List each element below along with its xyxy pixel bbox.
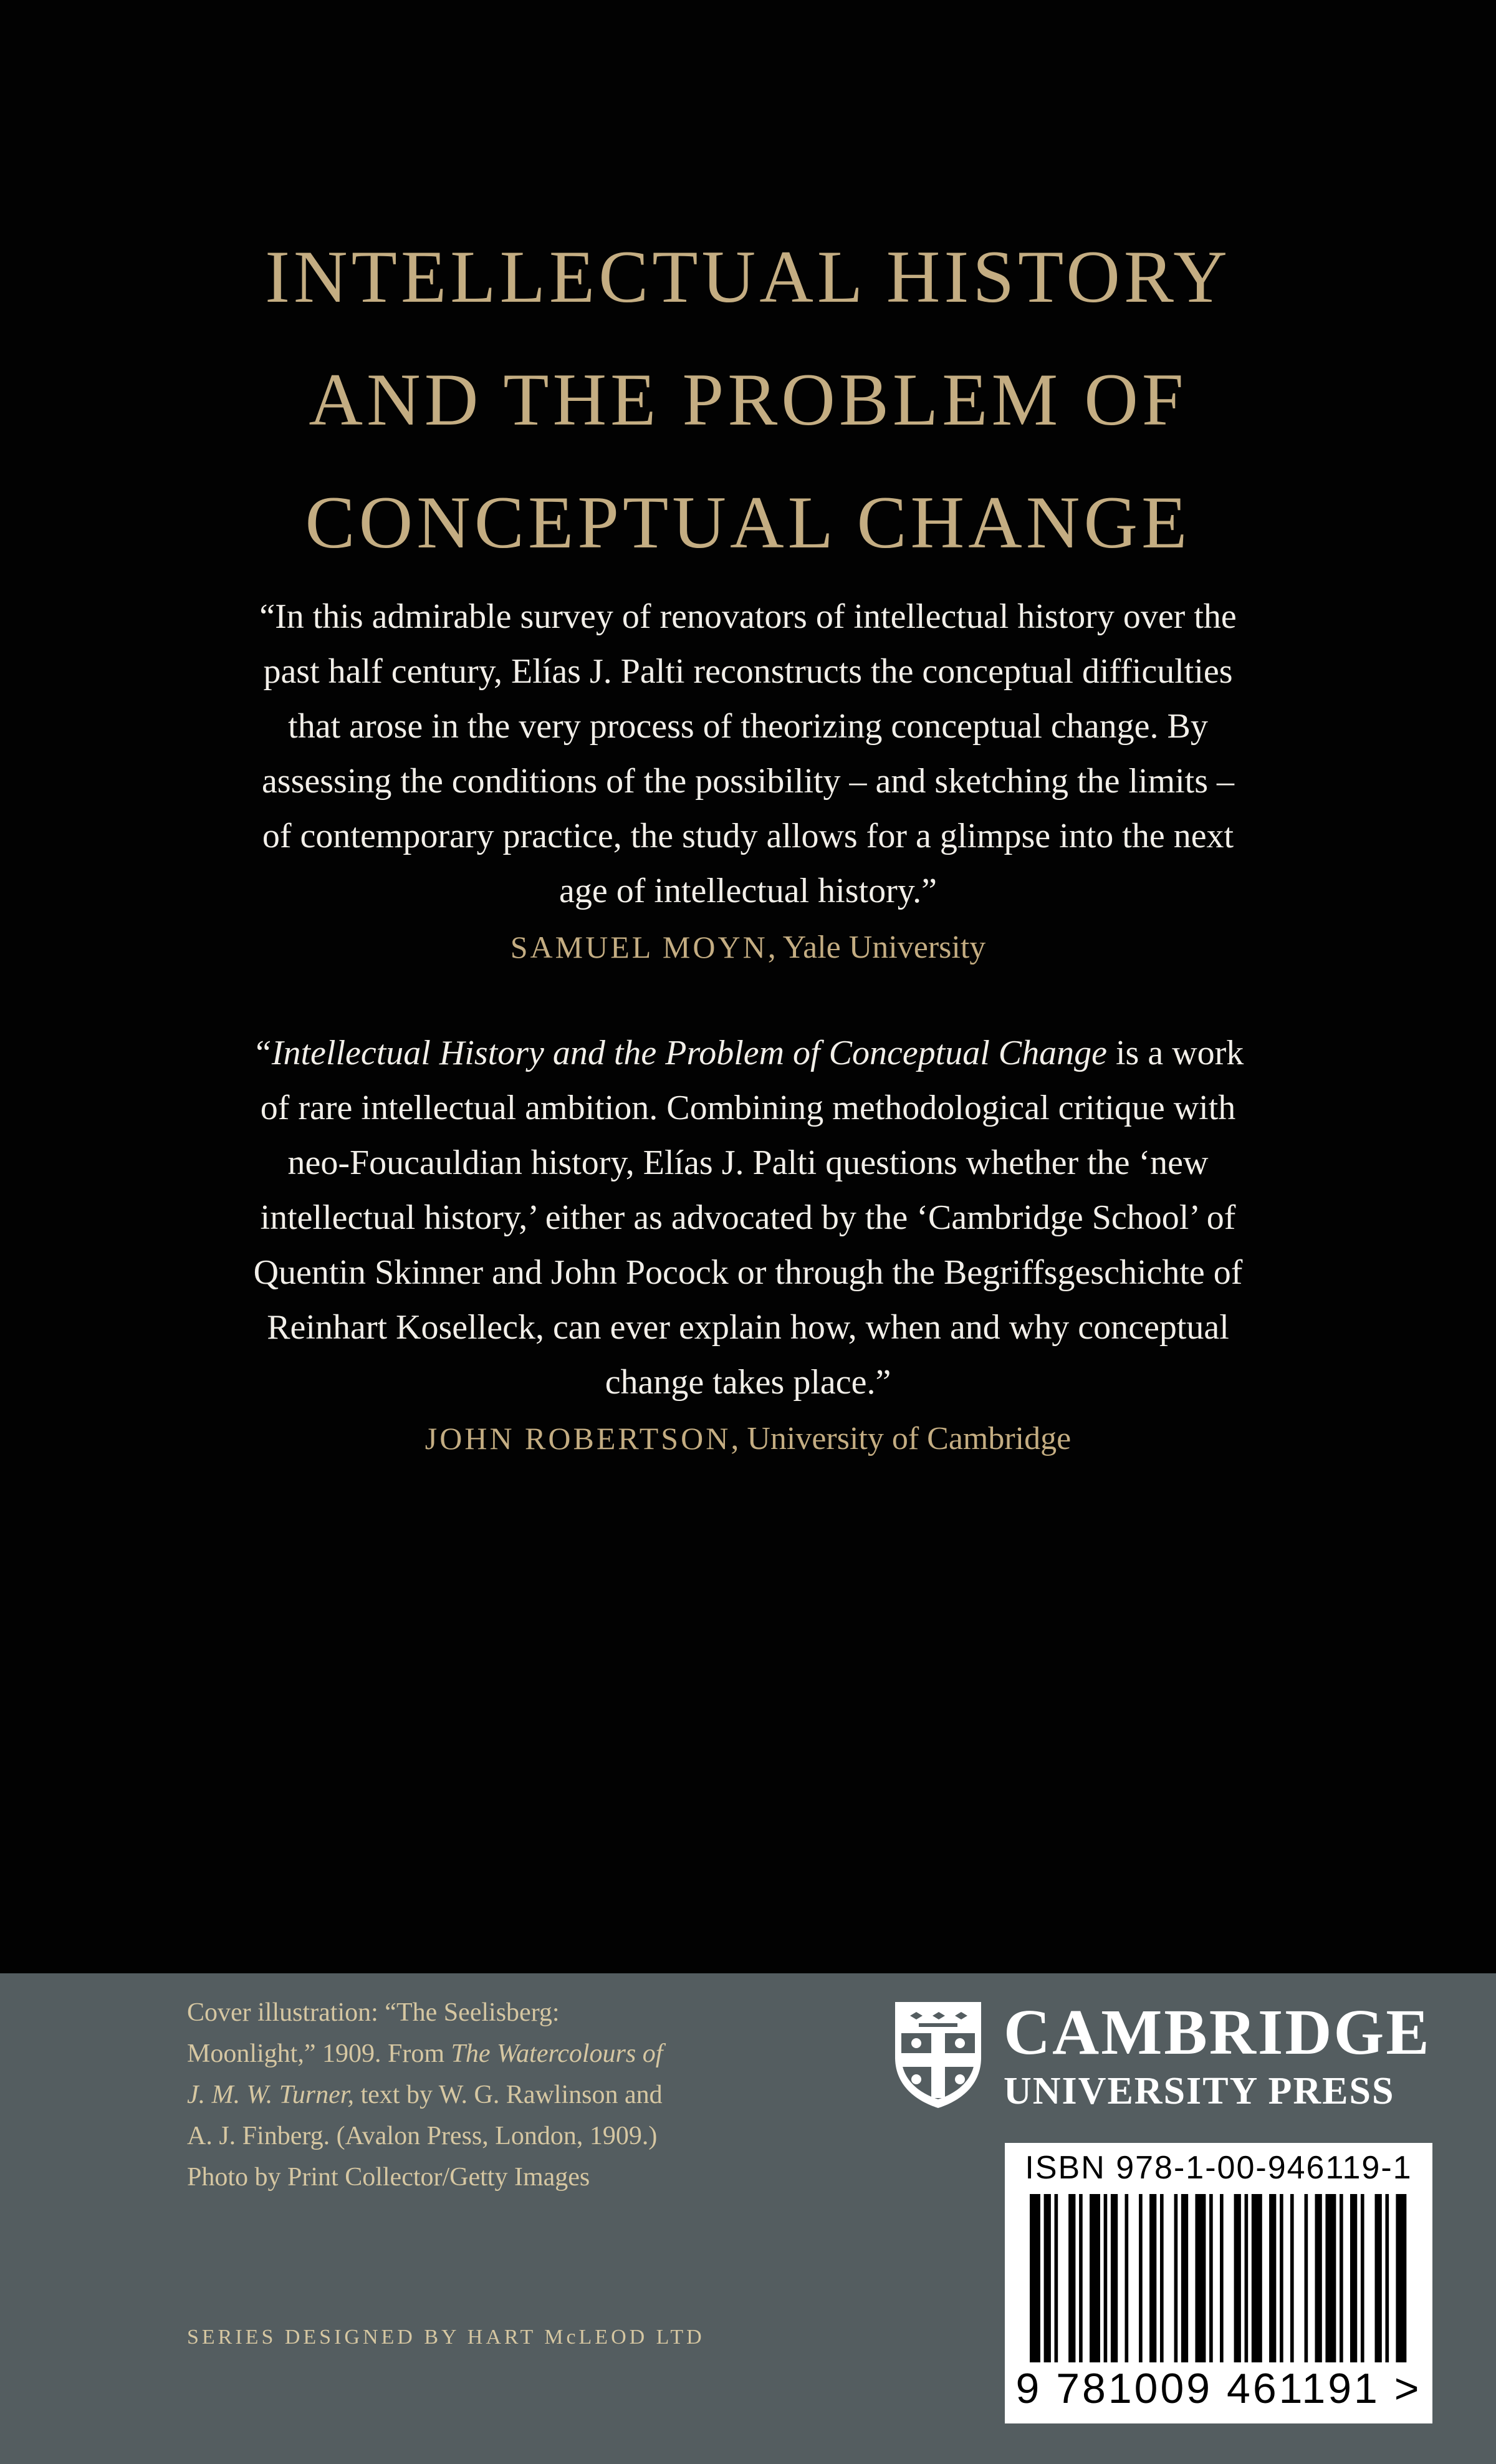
title-line-2: AND THE PROBLEM OF	[309, 358, 1187, 441]
reviewer-name: SAMUEL MOYN	[510, 930, 768, 965]
review-line: of contemporary practice, the study allows for a glimpse into the next	[262, 817, 1234, 855]
credit-line: Cover illustration: “The Seelisberg:	[187, 1998, 560, 2027]
review-line: past half century, Elías J. Palti reconstructs the conceptual difficulties	[263, 652, 1233, 691]
publisher-name	[1004, 1998, 1431, 2113]
barcode-bar	[1149, 2194, 1156, 2362]
barcode-bar	[1209, 2194, 1213, 2362]
barcode-digits: 9 781009 461191 >	[1015, 2365, 1422, 2412]
title-line-1: INTELLECTUAL HISTORY	[265, 235, 1231, 318]
reviewer-affiliation: , Yale University	[767, 930, 986, 965]
publisher-name-sub: UNIVERSITY PRESS	[1004, 2070, 1395, 2112]
barcode-bar	[1234, 2194, 1241, 2362]
review-quote-robertson	[224, 1026, 1272, 1466]
barcode-bar	[1220, 2194, 1224, 2362]
isbn-label: ISBN 978-1-00-946119-1	[1025, 2150, 1412, 2186]
review-line: of rare intellectual ambition. Combining methodological critique with	[260, 1089, 1236, 1127]
publisher-logo	[891, 1998, 1452, 2117]
credit-line: Photo by Print Collector/Getty Images	[187, 2163, 590, 2192]
barcode-bar	[1269, 2194, 1276, 2362]
review-line: change takes place.”	[605, 1363, 891, 1402]
barcode-bar	[1252, 2194, 1262, 2362]
review-attribution	[224, 920, 1272, 975]
review-line: age of intellectual history.”	[559, 872, 937, 910]
barcode-bar	[1160, 2194, 1164, 2362]
cambridge-shield-icon	[891, 1998, 985, 2110]
barcode-bar	[1030, 2194, 1040, 2362]
barcode-bar	[1385, 2194, 1389, 2362]
review-line: assessing the conditions of the possibility – and sketching the limits –	[261, 762, 1235, 801]
review-line: intellectual history,’ either as advocated by the ‘Cambridge School’ of	[260, 1198, 1236, 1237]
credit-italic: J. M. W. Turner,	[187, 2081, 354, 2109]
credit-line	[187, 2033, 798, 2074]
barcode-bar	[1195, 2194, 1206, 2362]
credit-line	[187, 2074, 798, 2115]
barcode-bar	[1315, 2194, 1322, 2362]
review-line: Quentin Skinner and John Pocock or through the Begriffsgeschichte of	[253, 1253, 1243, 1292]
isbn-barcode-block	[1005, 2143, 1432, 2423]
book-title	[0, 215, 1496, 584]
barcode-bar	[1340, 2194, 1343, 2362]
review-quote-moyn	[224, 589, 1272, 975]
barcode-bar	[1396, 2194, 1406, 2362]
review-line: “In this admirable survey of renovators of intellectual history over the	[259, 597, 1237, 636]
credit-italic: The Watercolours of	[451, 2039, 663, 2068]
credit-text: text by W. G. Rawlinson and	[353, 2081, 663, 2109]
barcode-bar	[1280, 2194, 1283, 2362]
barcode-bar	[1174, 2194, 1178, 2362]
barcode-bar	[1290, 2194, 1294, 2362]
credit-text: Moonlight,” 1909. From	[187, 2039, 451, 2068]
barcode-bar	[1104, 2194, 1108, 2362]
reviewer-affiliation: , University of Cambridge	[731, 1421, 1072, 1456]
barcode-icon	[1030, 2194, 1410, 2362]
barcode-bar	[1305, 2194, 1308, 2362]
barcode-bar	[1125, 2194, 1129, 2362]
review-line: that arose in the very process of theorizing conceptual change. By	[288, 707, 1208, 746]
barcode-bar	[1325, 2194, 1336, 2362]
barcode-bar	[1111, 2194, 1118, 2362]
credit-line: A. J. Finberg. (Avalon Press, London, 1909.)	[187, 2122, 658, 2150]
publisher-name-main: CAMBRIDGE	[1004, 1996, 1431, 2068]
barcode-bar	[1375, 2194, 1382, 2362]
quoted-book-title: “Intellectual History and the Problem of Conceptual Change	[252, 1034, 1107, 1072]
barcode-bar	[1090, 2194, 1100, 2362]
review-line: Reinhart Koselleck, can ever explain how, when and why conceptual	[267, 1308, 1229, 1347]
barcode-bar	[1350, 2194, 1357, 2362]
review-attribution	[224, 1411, 1272, 1466]
series-design-credit: SERIES DESIGNED BY HART McLEOD LTD	[187, 2326, 705, 2349]
reviewer-name: JOHN ROBERTSON	[424, 1421, 731, 1456]
review-line: is a work	[1107, 1034, 1244, 1072]
barcode-bar	[1044, 2194, 1051, 2362]
barcode-bar	[1055, 2194, 1058, 2362]
barcode-bar	[1079, 2194, 1083, 2362]
title-line-3: CONCEPTUAL CHANGE	[305, 481, 1191, 564]
barcode-bar	[1361, 2194, 1364, 2362]
barcode-bar	[1068, 2194, 1075, 2362]
barcode-bar	[1181, 2194, 1188, 2362]
barcode-bar	[1245, 2194, 1249, 2362]
cover-credits	[187, 1992, 798, 2198]
review-line: neo-Foucauldian history, Elías J. Palti questions whether the ‘new	[287, 1143, 1209, 1182]
barcode-bar	[1139, 2194, 1143, 2362]
